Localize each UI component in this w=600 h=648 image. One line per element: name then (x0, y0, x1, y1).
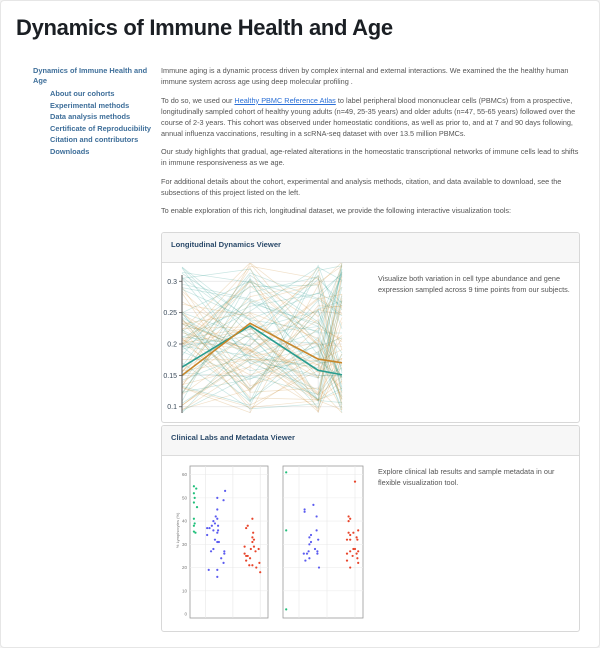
data-point-blue (216, 569, 218, 571)
data-point-red (245, 559, 247, 561)
data-point-blue (214, 539, 216, 541)
longitudinal-line-chart[interactable] (162, 263, 362, 423)
data-point-red (354, 481, 356, 483)
plot-frame (190, 466, 268, 618)
data-point-blue (212, 548, 214, 550)
data-point-blue (212, 520, 214, 522)
y-tick-label: 0 (184, 611, 187, 617)
data-point-blue (206, 534, 208, 536)
data-point-red (348, 520, 350, 522)
data-point-blue (210, 550, 212, 552)
page-title: Dynamics of Immune Health and Age (16, 15, 393, 40)
data-point-green (193, 525, 195, 527)
data-point-green (194, 522, 196, 524)
data-point-blue (206, 527, 208, 529)
data-point-red (356, 553, 358, 555)
y-tick-label: 0.15 (163, 372, 177, 380)
data-point-green (285, 608, 287, 610)
findings-paragraph: Our study highlights that gradual, age-related alterations in the homeostatic transcriptional networks of immune cells lead to shifts in immune responsiveness as we age. (161, 147, 579, 168)
data-point-red (253, 546, 255, 548)
data-point-red (251, 518, 253, 520)
data-point-red (357, 550, 359, 552)
data-point-blue (317, 539, 319, 541)
data-point-blue (308, 550, 310, 552)
data-point-green (285, 529, 287, 531)
data-point-red (357, 562, 359, 564)
data-point-blue (310, 541, 312, 543)
data-point-red (253, 539, 255, 541)
data-point-blue (216, 532, 218, 534)
data-point-blue (222, 499, 224, 501)
data-point-red (352, 548, 354, 550)
data-point-green (195, 487, 197, 489)
data-point-blue (216, 576, 218, 578)
tools-intro-paragraph: To enable exploration of this rich, longitudinal dataset, we provide the following interactive visualization tools: (161, 206, 512, 216)
data-point-blue (208, 527, 210, 529)
sidebar-item-certificate[interactable]: Certificate of Reproducibility (50, 123, 152, 133)
data-point-red (250, 548, 252, 550)
clinical-scatter-chart-2[interactable] (277, 464, 377, 632)
data-point-blue (217, 529, 219, 531)
y-tick-label: 20 (181, 565, 187, 571)
sidebar-item-downloads[interactable]: Downloads (50, 146, 90, 156)
y-tick-label: 10 (181, 588, 187, 594)
data-point-red (244, 546, 246, 548)
data-point-red (247, 525, 249, 527)
data-point-blue (211, 525, 213, 527)
data-point-green (193, 501, 195, 503)
data-point-red (349, 550, 351, 552)
y-tick-label: 30 (181, 541, 187, 547)
data-point-blue (304, 511, 306, 513)
data-point-blue (212, 529, 214, 531)
data-point-red (356, 536, 358, 538)
clinical-scatter-chart-1[interactable] (170, 464, 280, 632)
data-point-red (254, 550, 256, 552)
data-point-blue (224, 490, 226, 492)
data-point-red (245, 527, 247, 529)
data-point-green (196, 506, 198, 508)
data-point-red (356, 539, 358, 541)
data-point-red (259, 571, 261, 573)
methods-paragraph (161, 95, 581, 139)
card-description: Visualize both variation in cell type abundance and gene expression sampled across 9 time points from our subjects. (378, 274, 570, 294)
data-point-blue (304, 559, 306, 561)
data-point-red (251, 536, 253, 538)
data-point-blue (318, 566, 320, 568)
data-point-blue (218, 541, 220, 543)
data-point-blue (310, 534, 312, 536)
data-point-red (352, 532, 354, 534)
data-point-blue (316, 550, 318, 552)
data-point-blue (217, 525, 219, 527)
data-point-red (356, 557, 358, 559)
data-point-red (251, 564, 253, 566)
data-point-green (194, 497, 196, 499)
sidebar-item-experimental-methods[interactable]: Experimental methods (50, 100, 130, 110)
data-point-blue (314, 548, 316, 550)
data-point-red (357, 529, 359, 531)
card-description: Explore clinical lab results and sample metadata in our flexible visualization tool. (378, 467, 555, 487)
data-point-red (249, 557, 251, 559)
sidebar-nav (33, 66, 153, 157)
y-tick-label: 50 (181, 495, 187, 501)
data-point-red (349, 518, 351, 520)
methods-text-before: To do so, we used our (161, 95, 235, 105)
data-point-blue (312, 504, 314, 506)
y-tick-label: 0.1 (167, 404, 177, 412)
card-title: Clinical Labs and Metadata Viewer (162, 426, 579, 456)
data-point-green (193, 485, 195, 487)
data-point-blue (223, 550, 225, 552)
data-point-blue (316, 515, 318, 517)
y-tick-label: 60 (181, 472, 187, 478)
data-point-red (346, 559, 348, 561)
data-point-red (346, 539, 348, 541)
data-point-blue (223, 553, 225, 555)
data-point-red (348, 532, 350, 534)
data-point-red (255, 566, 257, 568)
sidebar-item-cohorts[interactable]: About our cohorts (50, 89, 115, 98)
methods-text-after: to label peripheral blood mononuclear cells (PBMCs) from a prospective, longitudinally sampled cohort of healthy young adults (n=49, 25-35 years) and older adults (n=47, 55-65 years) followed over the course of 2-3 years. This cohort was observed under homeostatic conditions, as well as prior to, and at 7 and 90 days following, annual influenza vaccinations, resulting in a scRNA-seq dataset with over 13.5 million PBMCs. (161, 95, 576, 138)
data-point-red (349, 539, 351, 541)
data-point-blue (216, 518, 218, 520)
y-axis-label: % Lymphocytes (%) (175, 512, 180, 549)
data-point-red (352, 555, 354, 557)
data-point-red (251, 541, 253, 543)
data-point-blue (216, 497, 218, 499)
sidebar-item-data-analysis[interactable]: Data analysis methods (50, 112, 131, 121)
data-point-blue (316, 529, 318, 531)
plot-frame (283, 466, 363, 618)
data-point-red (252, 532, 254, 534)
data-point-green (193, 518, 195, 520)
data-point-red (258, 548, 260, 550)
clinical-labs-card (161, 425, 580, 632)
data-point-green (285, 471, 287, 473)
data-point-blue (316, 553, 318, 555)
data-point-red (349, 534, 351, 536)
data-point-red (348, 515, 350, 517)
data-point-red (349, 566, 351, 568)
intro-paragraph: Immune aging is a dynamic process driven by complex internal and external interactions. We examined the the healthy human immune system across age using deep molecular profiling . (161, 66, 569, 86)
data-point-blue (308, 536, 310, 538)
data-point-blue (215, 515, 217, 517)
data-point-blue (308, 543, 310, 545)
atlas-link[interactable]: Healthy PBMC Reference Atlas (234, 95, 336, 105)
y-tick-label: 0.2 (167, 341, 177, 349)
data-point-red (346, 553, 348, 555)
main-content (161, 65, 581, 224)
data-point-red (258, 562, 260, 564)
y-tick-label: 40 (181, 518, 187, 524)
data-point-green (193, 492, 195, 494)
data-point-blue (308, 557, 310, 559)
y-tick-label: 0.25 (163, 310, 177, 318)
data-point-red (247, 555, 249, 557)
details-paragraph: For additional details about the cohort, experimental and analysis methods, citation, and data available to download, see the subsections of this project listed on the left. (161, 176, 562, 197)
data-point-blue (304, 508, 306, 510)
sidebar-item-overview[interactable]: Dynamics of Immune Health and Age (33, 66, 148, 85)
data-point-blue (306, 553, 308, 555)
data-point-red (248, 564, 250, 566)
data-point-blue (220, 557, 222, 559)
data-point-blue (208, 569, 210, 571)
card-title: Longitudinal Dynamics Viewer (162, 233, 579, 263)
data-point-blue (214, 522, 216, 524)
y-tick-label: 0.3 (167, 278, 177, 286)
data-point-blue (216, 508, 218, 510)
data-point-green (193, 530, 195, 532)
data-point-blue (222, 562, 224, 564)
card-body (162, 263, 579, 423)
sidebar-item-citation[interactable]: Citation and contributors (50, 135, 139, 144)
longitudinal-dynamics-card (161, 232, 580, 423)
data-point-red (244, 553, 246, 555)
data-point-blue (303, 553, 305, 555)
